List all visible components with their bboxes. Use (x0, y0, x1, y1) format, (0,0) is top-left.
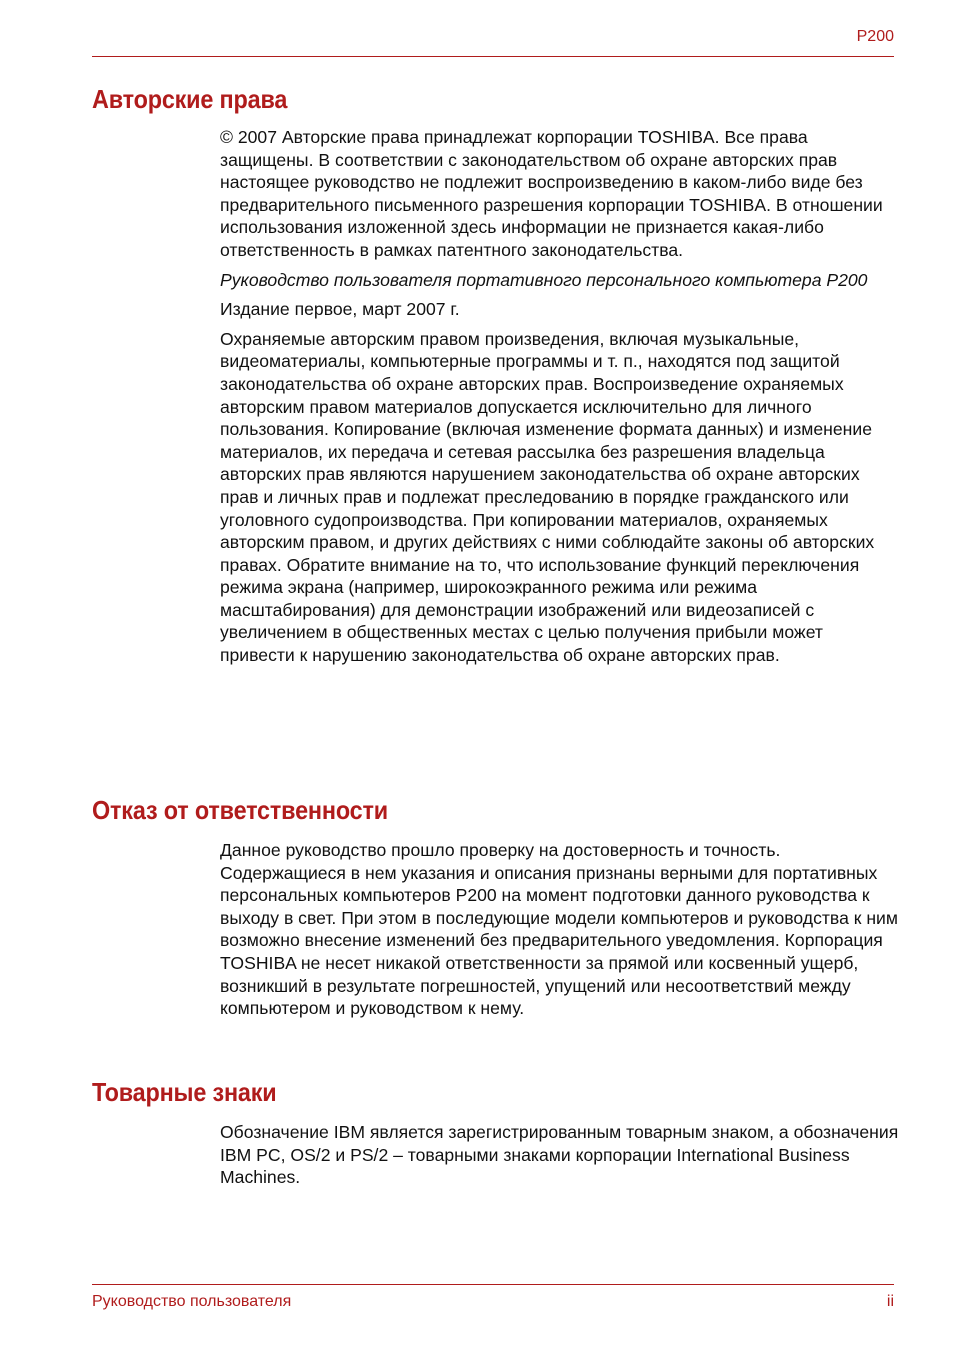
section-title-trademarks: Товарные знаки (92, 1077, 277, 1107)
paragraph-edition: Издание первое, март 2007 г. (220, 299, 460, 320)
paragraph: Данное руководство прошло проверку на достоверность и точность. Содержащиеся в нем указания и описания признаны верными для портативных персональных компьютеров P200 на момент подготовки данного руководства к выходу в свет. При этом в последующие модели компьютеров и руководства к ним возможно внесение изменений без предварительного уведомления. Корпорация TOSHIBA не несет никакой ответственности за прямой или косвенный ущерб, возникший в результате погрешностей, упущений или несоответствий между компьютером и руководством к нему. (220, 840, 898, 1019)
section-body-copyright (220, 126, 900, 674)
section-title-disclaimer: Отказ от ответственности (92, 795, 388, 825)
header-model-label: P200 (856, 28, 894, 45)
header-divider (92, 56, 894, 57)
paragraph: Охраняемые авторским правом произведения, включая музыкальные, видеоматериалы, компьютерные программы и т. п., находятся под защитой законодательства об охране авторских прав. Воспроизведение охраняемых авторским правом материалов допускается исключительно для личного пользования. Копирование (включая изменение формата данных) и изменение материалов, их передача и сетевая рассылка без разрешения владельца авторских прав являются нарушением законодательства об охране авторских прав и личных прав и подлежат преследованию в порядке гражданского или уголовного судопроизводства. При копировании материалов, охраняемых авторским правом, и других действиях с ними соблюдайте законы об авторских правах. Обратите внимание на то, что использование функций переключения режима экрана (например, широкоэкранного режима или режима масштабирования) для демонстрации изображений или видеозаписей с увеличением в общественных местах с целью получения прибыли может привести к нарушению законодательства об охране авторских прав. (220, 328, 875, 666)
footer-title: Руководство пользователя (92, 1293, 292, 1310)
footer-divider (92, 1284, 894, 1285)
footer-page-number: ii (886, 1293, 894, 1310)
paragraph: Обозначение IBM является зарегистрированным товарным знаком, а обозначения IBM PC, OS/2 и PS/2 – товарными знаками корпорации International Business Machines. (220, 1122, 899, 1188)
section-title-copyright: Авторские права (92, 84, 288, 114)
paragraph-manual-title: Руководство пользователя портативного персонального компьютера P200 (220, 269, 868, 290)
paragraph: © 2007 Авторские права принадлежат корпорации TOSHIBA. Все права защищены. В соответствии с законодательством об охране авторских прав настоящее руководство не подлежит воспроизведению в каком-либо виде без предварительного письменного разрешения корпорации TOSHIBA. В отношении использования изложенной здесь информации не признается какая-либо ответственность в рамках патентного законодательства. (220, 127, 883, 260)
section-body-trademarks (220, 1121, 900, 1196)
section-body-disclaimer (220, 839, 900, 1027)
